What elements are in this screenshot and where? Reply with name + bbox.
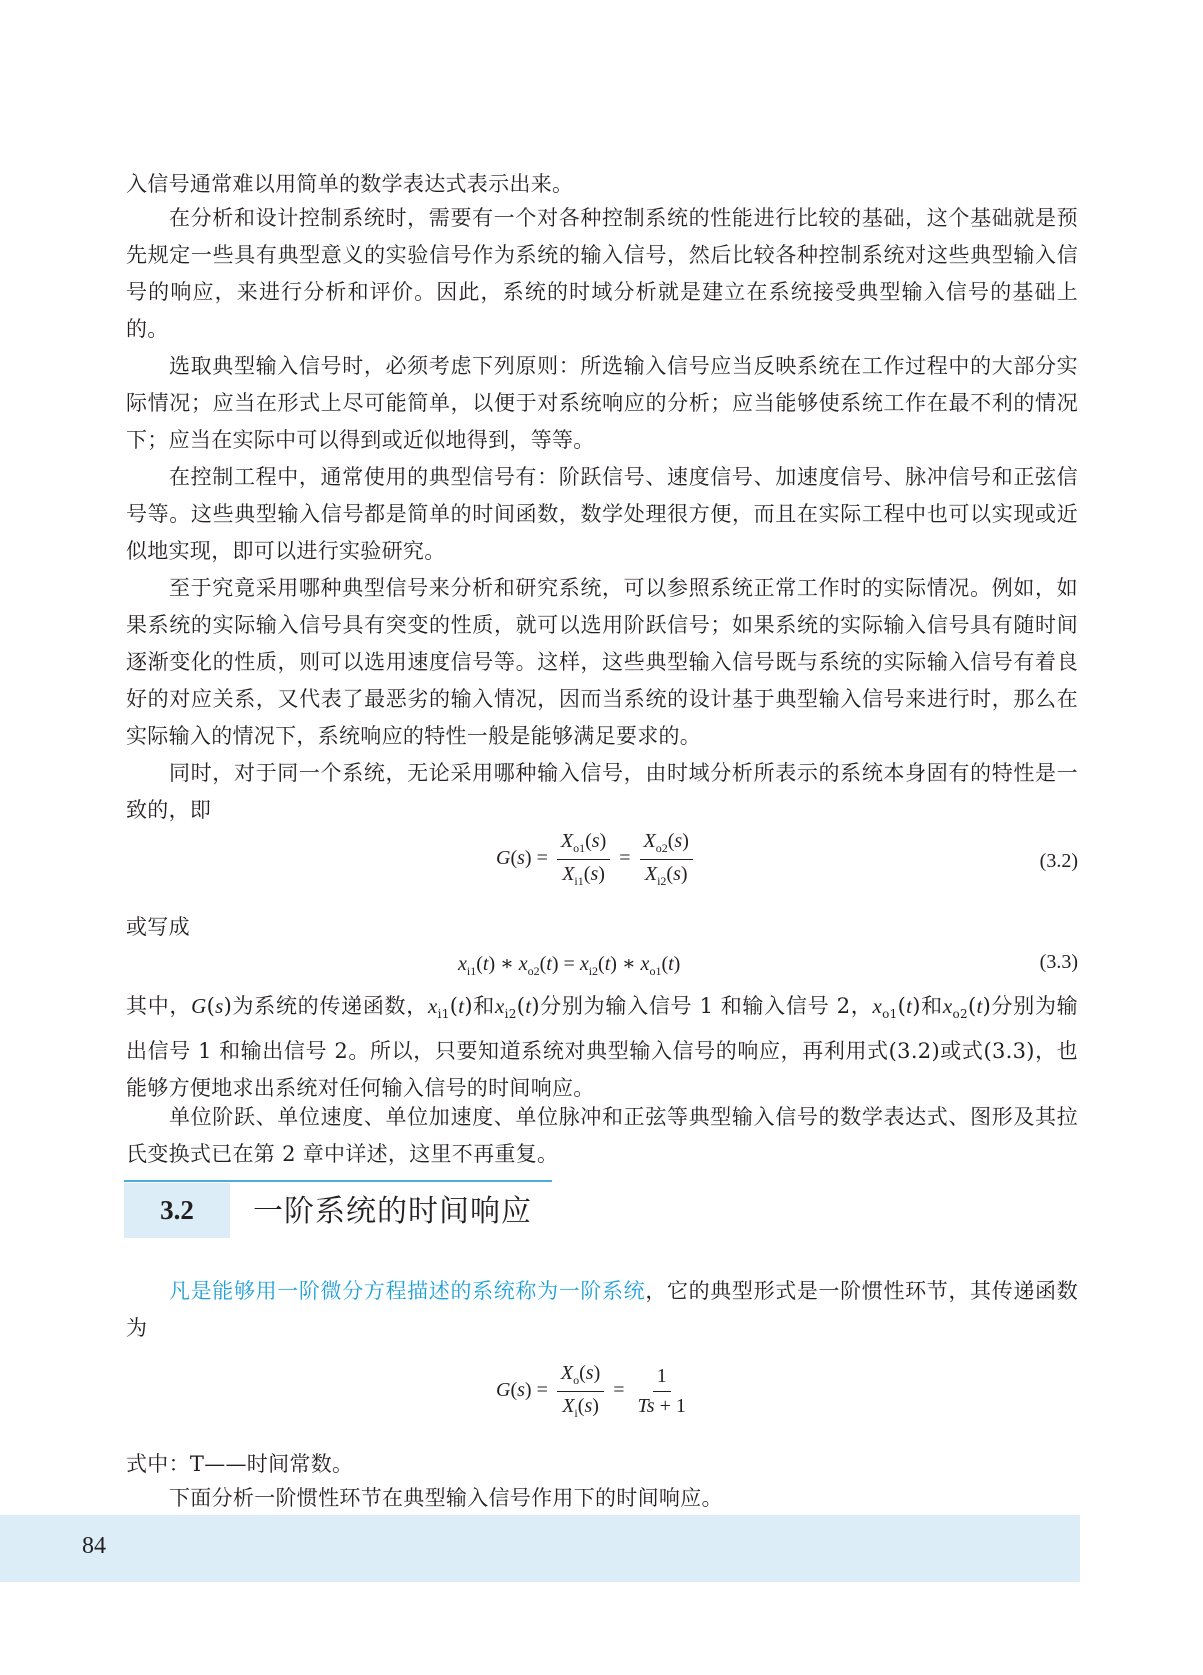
paragraph-typical-signals-list: 在控制工程中，通常使用的典型信号有：阶跃信号、速度信号、加速度信号、脉冲信号和正弦信号等。这些典型输入信号都是简单的时间函数，数学处理很方便，而且在实际工程中也可以实现或近似地实现，即可以进行实验研究。 [126,465,1078,563]
paragraph-continuation: 入信号通常难以用简单的数学表达式表示出来。 [126,172,574,196]
paragraph-first-order-definition: 凡是能够用一阶微分方程描述的系统称为一阶系统，它的典型形式是一阶惯性环节，其传递函数为 [126,1279,1078,1340]
paragraph-signal-reference: 单位阶跃、单位速度、单位加速度、单位脉冲和正弦等典型输入信号的数学表达式、图形及其拉氏变换式已在第 2 章中详述，这里不再重复。 [126,1105,1078,1166]
equation-first-order-transfer: G(s) = $\frac{X_o(s)}{X_i(s)}$ = $\frac{1}{Ts + 1}$ [496,1362,686,1420]
paragraph-analysis-intro: 下面分析一阶惯性环节在典型输入信号作用下的时间响应。 [169,1486,723,1510]
section-rule [124,1180,552,1182]
paragraph-signal-choice: 至于究竟采用哪种典型信号来分析和研究系统，可以参照系统正常工作时的实际情况。例如，如果系统的实际输入信号具有突变的性质，就可以选用阶跃信号；如果系统的实际输入信号具有随时间逐渐变化的性质，则可以选用速度信号等。这样，这些典型输入信号既与系统的实际输入信号有着良好的对应关系，又代表了最恶劣的输入情况，因而当系统的设计基于典型输入信号来进行时，那么在实际输入的情况下，系统响应的特性一般是能够满足要求的。 [126,576,1078,748]
equation-3-2: G(s) = $\frac{X_{o1}(s)}{X_{i1}(s)}$ = $\frac{X_{o2}(s)}{X_{i2}(s)}$ [496,830,697,889]
paragraph-where: 其中，G(s)为系统的传递函数，$x_{i1}(t)$和$x_{i2}(t)$分别为输入信号 1 和输入信号 2，$x_{o1}(t)$和$x_{o2}(t)$分别为输出信号 1 和输出信号 2。所以，只要知道系统对典型输入信号的响应，再利用式(3.2)或式(3.3)，也能够方便地求出系统对任何输入信号的时间响应。 [126,994,1078,1101]
paragraph-consistency: 同时，对于同一个系统，无论采用哪种输入信号，由时域分析所表示的系统本身固有的特性是一致的，即 [126,761,1078,822]
paragraph-or-written: 或写成 [126,915,190,939]
paragraph-typical-signals-basis: 在分析和设计控制系统时，需要有一个对各种控制系统的性能进行比较的基础，这个基础就是预先规定一些具有典型意义的实验信号作为系统的输入信号，然后比较各种控制系统对这些典型输入信号的响应，来进行分析和评价。因此，系统的时域分析就是建立在系统接受典型输入信号的基础上的。 [126,206,1078,341]
section-number: 3.2 [124,1183,230,1238]
equation-number-3-3: (3.3) [1039,951,1078,973]
equation-3-3: $x_{i1}(t)$ ∗ $x_{o2}(t) = x_{i2}(t)$ ∗ $x_{o1}(t)$ [458,953,681,978]
paragraph-time-constant: 式中：T——时间常数。 [126,1452,354,1476]
footer-bar [0,1515,1080,1582]
equation-number-3-2: (3.2) [1039,850,1078,872]
page-number: 84 [82,1533,106,1559]
paragraph-selection-principles: 选取典型输入信号时，必须考虑下列原则：所选输入信号应当反映系统在工作过程中的大部分实际情况；应当在形式上尽可能简单，以便于对系统响应的分析；应当能够使系统工作在最不利的情况下；应当在实际中可以得到或近似地得到，等等。 [126,354,1078,452]
definition-highlight: 凡是能够用一阶微分方程描述的系统称为一阶系统 [169,1279,646,1303]
section-title: 一阶系统的时间响应 [253,1194,532,1229]
